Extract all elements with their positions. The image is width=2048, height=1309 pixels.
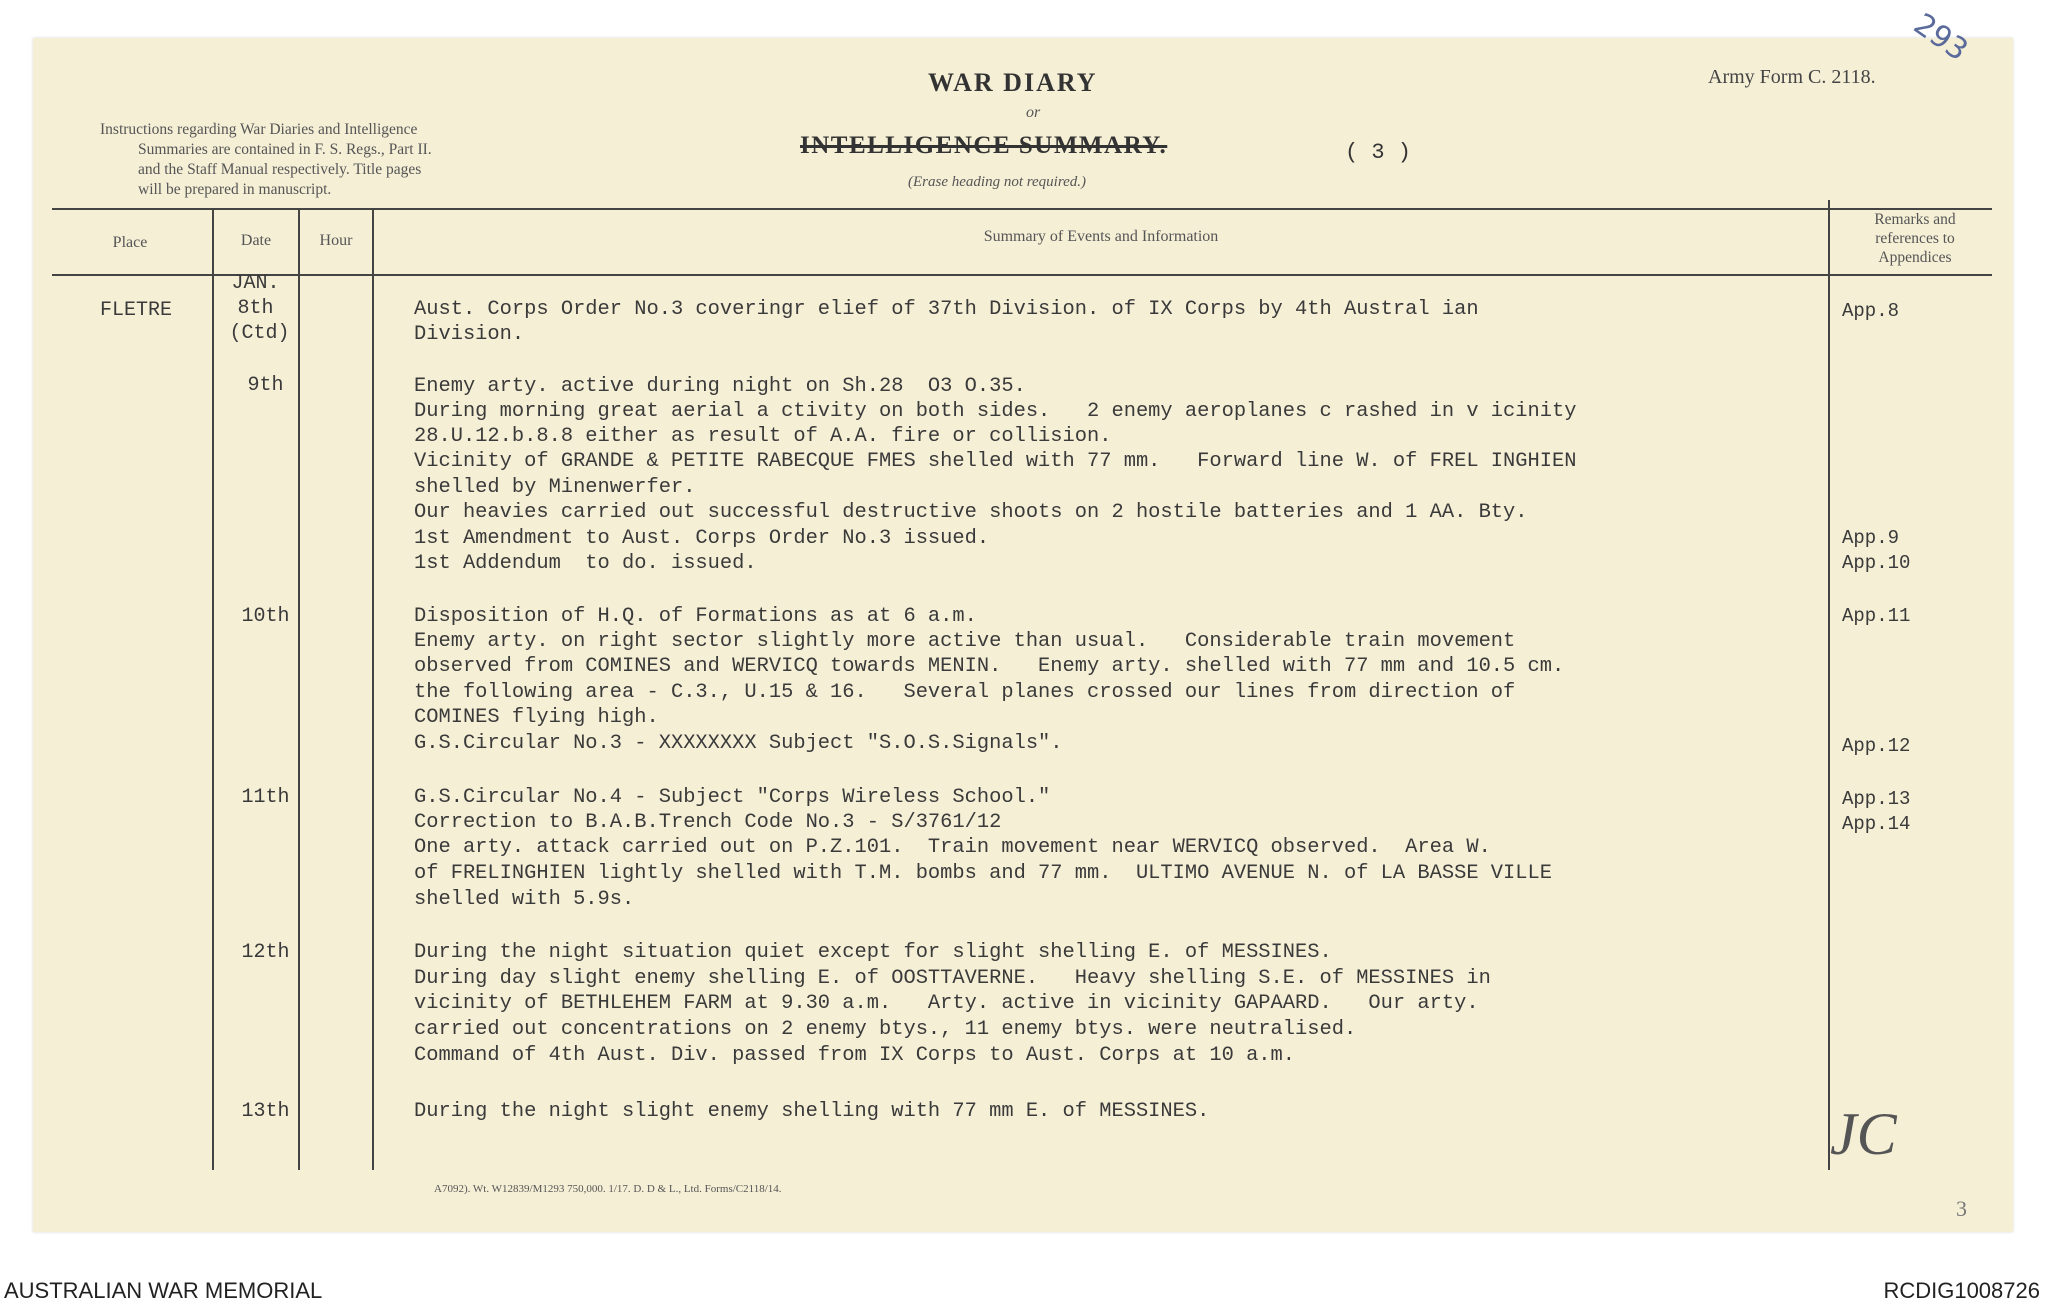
summary-line: shelled by Minenwerfer. (414, 476, 696, 499)
summary-line: COMINES flying high. (414, 706, 659, 729)
remarks-head-line: references to (1875, 230, 1955, 247)
summary-line: G.S.Circular No.3 - XXXXXXXX Subject "S.O.S.Signals". (414, 732, 1063, 755)
appendix-ref: App.13 (1842, 788, 1911, 810)
appendix-ref: App.8 (1842, 300, 1900, 322)
appendix-ref: App.9 (1842, 527, 1900, 549)
summary-line: shelled with 5.9s. (414, 888, 635, 911)
summary-line: Enemy arty. active during night on Sh.28 O3 O.35. (414, 375, 1026, 398)
summary-line: of FRELINGHIEN lightly shelled with T.M. bombs and 77 mm. ULTIMO AVENUE N. of LA BASSE VILLE (414, 862, 1552, 885)
sheet-mark: ( 3 ) (1345, 140, 1412, 165)
appendix-ref: App.14 (1842, 813, 1911, 835)
col-header-remarks (1835, 210, 1995, 267)
date-9th: 9th (247, 374, 284, 397)
summary-line: 28.U.12.b.8.8 either as result of A.A. fire or collision. (414, 425, 1112, 448)
date-ctd: (Ctd) (229, 322, 290, 345)
erase-note: (Erase heading not required.) (908, 174, 1087, 190)
col-divider-date (298, 208, 300, 1170)
instructions-note (100, 120, 570, 200)
col-header-hour: Hour (319, 232, 353, 249)
summary-line: Our heavies carried out successful destructive shoots on 2 hostile batteries and 1 AA. Bty. (414, 501, 1528, 524)
summary-line: Enemy arty. on right sector slightly more active than usual. Considerable train movement (414, 630, 1516, 653)
summary-line: carried out concentrations on 2 enemy btys., 11 enemy btys. were neutralised. (414, 1018, 1357, 1041)
appendix-ref: App.11 (1842, 605, 1911, 627)
date-jan: JAN. (231, 272, 280, 295)
date-8th: 8th (237, 297, 274, 320)
remarks-head-line: Remarks and (1874, 211, 1956, 228)
summary-line: Vicinity of GRANDE & PETITE RABECQUE FMES shelled with 77 mm. Forward line W. of FREL INGHIEN (414, 450, 1577, 473)
col-divider-remarks (1828, 200, 1830, 1170)
intelligence-summary-struck: INTELLIGENCE SUMMARY. (800, 132, 1168, 159)
archive-page-number: 293 (1907, 6, 1975, 69)
col-header-summary: Summary of Events and Information (983, 228, 1219, 245)
col-divider-place (212, 208, 214, 1170)
form-print-line: A7092). Wt. W12839/M1293 750,000. 1/17. D. D & L., Ltd. Forms/C2118/14. (434, 1183, 782, 1195)
instructions-line: Summaries are contained in F. S. Regs., Part II. (138, 141, 432, 158)
date-10th: 10th (241, 605, 290, 628)
date-13th: 13th (241, 1100, 290, 1123)
instructions-line: will be prepared in manuscript. (138, 181, 332, 198)
summary-line: vicinity of BETHLEHEM FARM at 9.30 a.m. Arty. active in vicinity GAPAARD. Our arty. (414, 992, 1479, 1015)
summary-line: Disposition of H.Q. of Formations as at 6 a.m. (414, 605, 977, 628)
summary-line: During morning great aerial a ctivity on both sides. 2 enemy aeroplanes c rashed in v icinity (414, 400, 1577, 423)
summary-line: During the night slight enemy shelling with 77 mm E. of MESSINES. (414, 1100, 1210, 1123)
summary-line: During the night situation quiet except for slight shelling E. of MESSINES. (414, 941, 1332, 964)
summary-line: 1st Addendum to do. issued. (414, 552, 757, 575)
summary-line: During day slight enemy shelling E. of OOSTTAVERNE. Heavy shelling S.E. of MESSINES in (414, 967, 1491, 990)
place-cell: FLETRE (100, 299, 173, 322)
summary-line: Aust. Corps Order No.3 coveringr elief of 37th Division. of IX Corps by 4th Austral ian (414, 298, 1479, 321)
summary-line: G.S.Circular No.4 - Subject "Corps Wireless School." (414, 786, 1051, 809)
table-top-rule (52, 208, 1992, 210)
summary-line: the following area - C.3., U.15 & 16. Several planes crossed our lines from direction of (414, 681, 1516, 704)
summary-line: Correction to B.A.B.Trench Code No.3 - S/3761/12 (414, 811, 1002, 834)
summary-line: One arty. attack carried out on P.Z.101. Train movement near WERVICQ observed. Area W. (414, 836, 1491, 859)
instructions-line: Instructions regarding War Diaries and Intelligence (100, 121, 418, 138)
date-11th: 11th (241, 786, 290, 809)
remarks-head-line: Appendices (1878, 249, 1952, 266)
col-divider-hour (372, 208, 374, 1170)
title-or: or (1026, 104, 1041, 121)
col-header-place: Place (112, 234, 148, 251)
summary-line: Command of 4th Aust. Div. passed from IX Corps to Aust. Corps at 10 a.m. (414, 1044, 1296, 1067)
table-header-rule (52, 274, 1992, 276)
summary-line: observed from COMINES and WERVICQ towards MENIN. Enemy arty. shelled with 77 mm and 10.5 cm. (414, 655, 1565, 678)
summary-line: Division. (414, 323, 525, 346)
summary-line: 1st Amendment to Aust. Corps Order No.3 issued. (414, 527, 990, 550)
instructions-line: and the Staff Manual respectively. Title pages (138, 161, 422, 178)
caption-institution: AUSTRALIAN WAR MEMORIAL (4, 1278, 323, 1303)
appendix-ref: App.12 (1842, 735, 1911, 757)
diary-title: WAR DIARY (928, 68, 1098, 97)
caption-record-id: RCDIG1008726 (1883, 1278, 2040, 1303)
date-12th: 12th (241, 941, 290, 964)
army-form-number: Army Form C. 2118. (1708, 66, 1876, 88)
col-header-date: Date (240, 232, 272, 249)
appendix-ref: App.10 (1842, 552, 1911, 574)
page-mark: 3 (1956, 1196, 1967, 1221)
signature: JC (1830, 1101, 1897, 1167)
